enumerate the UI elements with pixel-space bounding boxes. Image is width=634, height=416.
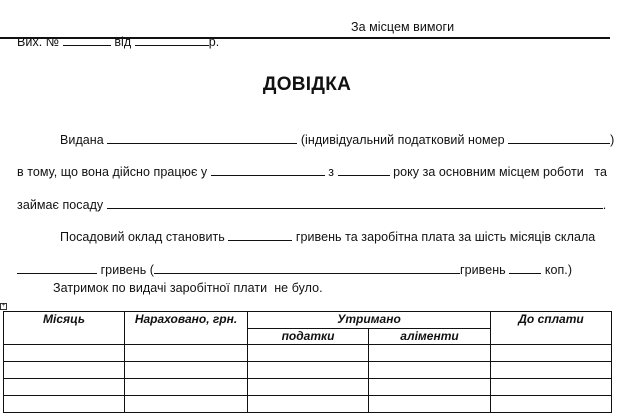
date-from-label: від xyxy=(114,34,132,49)
paren-close: ) xyxy=(610,132,615,147)
date-blank[interactable] xyxy=(135,34,209,46)
table-cell[interactable] xyxy=(4,362,125,379)
table-cell[interactable] xyxy=(369,345,491,362)
outgoing-number-blank[interactable] xyxy=(63,34,111,46)
table-cell[interactable] xyxy=(125,362,248,379)
table-cell[interactable] xyxy=(248,396,369,413)
position-blank[interactable] xyxy=(107,197,603,209)
destination-text: За місцем вимоги xyxy=(351,20,455,34)
column-header-month: Місяць xyxy=(4,312,125,345)
column-header-withheld: Утримано xyxy=(248,312,491,329)
table-cell[interactable] xyxy=(125,379,248,396)
table-cell[interactable] xyxy=(491,345,612,362)
document-title: ДОВІДКА xyxy=(262,74,352,95)
tax-id-label: (індивідуальний податковий номер xyxy=(300,132,505,147)
table-cell[interactable] xyxy=(491,362,612,379)
hryvnia-label: гривень xyxy=(460,262,506,277)
no-delays-statement: Затримок по видачі заробітної плати не було. xyxy=(53,281,323,295)
table-cell[interactable] xyxy=(248,362,369,379)
outgoing-number-label: Вих. № xyxy=(17,34,60,49)
since-label: з xyxy=(328,164,335,179)
table-cell[interactable] xyxy=(4,379,125,396)
salary-label: Посадовий оклад становить xyxy=(60,229,225,244)
table-cell[interactable] xyxy=(491,396,612,413)
column-header-payable: До сплати xyxy=(491,312,612,345)
column-header-accrued: Нараховано, грн. xyxy=(125,312,248,345)
six-month-wages-label: гривень та заробітна плата за шість місяців склала xyxy=(295,229,596,244)
employer-blank[interactable] xyxy=(211,164,325,176)
table-row xyxy=(4,345,612,362)
table-cell[interactable] xyxy=(369,396,491,413)
works-at-label: в тому, що вона дійсно працює у xyxy=(17,164,208,179)
start-year-blank[interactable] xyxy=(338,164,390,176)
body-line-1 xyxy=(53,119,614,146)
table-cell[interactable] xyxy=(125,396,248,413)
period: . xyxy=(602,197,607,212)
body-line-3 xyxy=(10,184,606,211)
table-row xyxy=(4,362,612,379)
issued-to-label: Видана xyxy=(60,132,104,147)
table-cell[interactable] xyxy=(491,379,612,396)
salary-blank[interactable] xyxy=(228,229,292,241)
table-cell[interactable] xyxy=(248,379,369,396)
column-header-alimony: аліменти xyxy=(369,329,491,345)
table-cell[interactable] xyxy=(369,362,491,379)
table-cell[interactable] xyxy=(4,345,125,362)
total-amount-blank[interactable] xyxy=(17,262,97,274)
table-move-handle-icon[interactable]: + xyxy=(1,303,6,309)
amount-in-words-blank[interactable] xyxy=(154,262,460,274)
body-line-2 xyxy=(10,151,607,178)
header-divider xyxy=(0,37,610,39)
body-line-4 xyxy=(53,216,595,243)
kopecks-blank[interactable] xyxy=(509,262,541,274)
outgoing-number-line xyxy=(10,21,219,48)
salary-table xyxy=(3,311,612,413)
hryvnia-open-label: гривень ( xyxy=(100,262,155,277)
table-cell[interactable] xyxy=(4,396,125,413)
body-line-5 xyxy=(10,249,572,276)
employment-text: року за основним місцем роботи та xyxy=(393,164,607,179)
position-label: займає посаду xyxy=(17,197,104,212)
year-suffix: р. xyxy=(208,34,220,49)
tax-id-blank[interactable] xyxy=(508,132,610,144)
column-header-taxes: податки xyxy=(248,329,369,345)
table-row xyxy=(4,396,612,413)
table-cell[interactable] xyxy=(125,345,248,362)
table-cell[interactable] xyxy=(369,379,491,396)
kopecks-label: коп.) xyxy=(544,262,573,277)
recipient-name-blank[interactable] xyxy=(107,132,297,144)
table-row xyxy=(4,379,612,396)
table-cell[interactable] xyxy=(248,345,369,362)
